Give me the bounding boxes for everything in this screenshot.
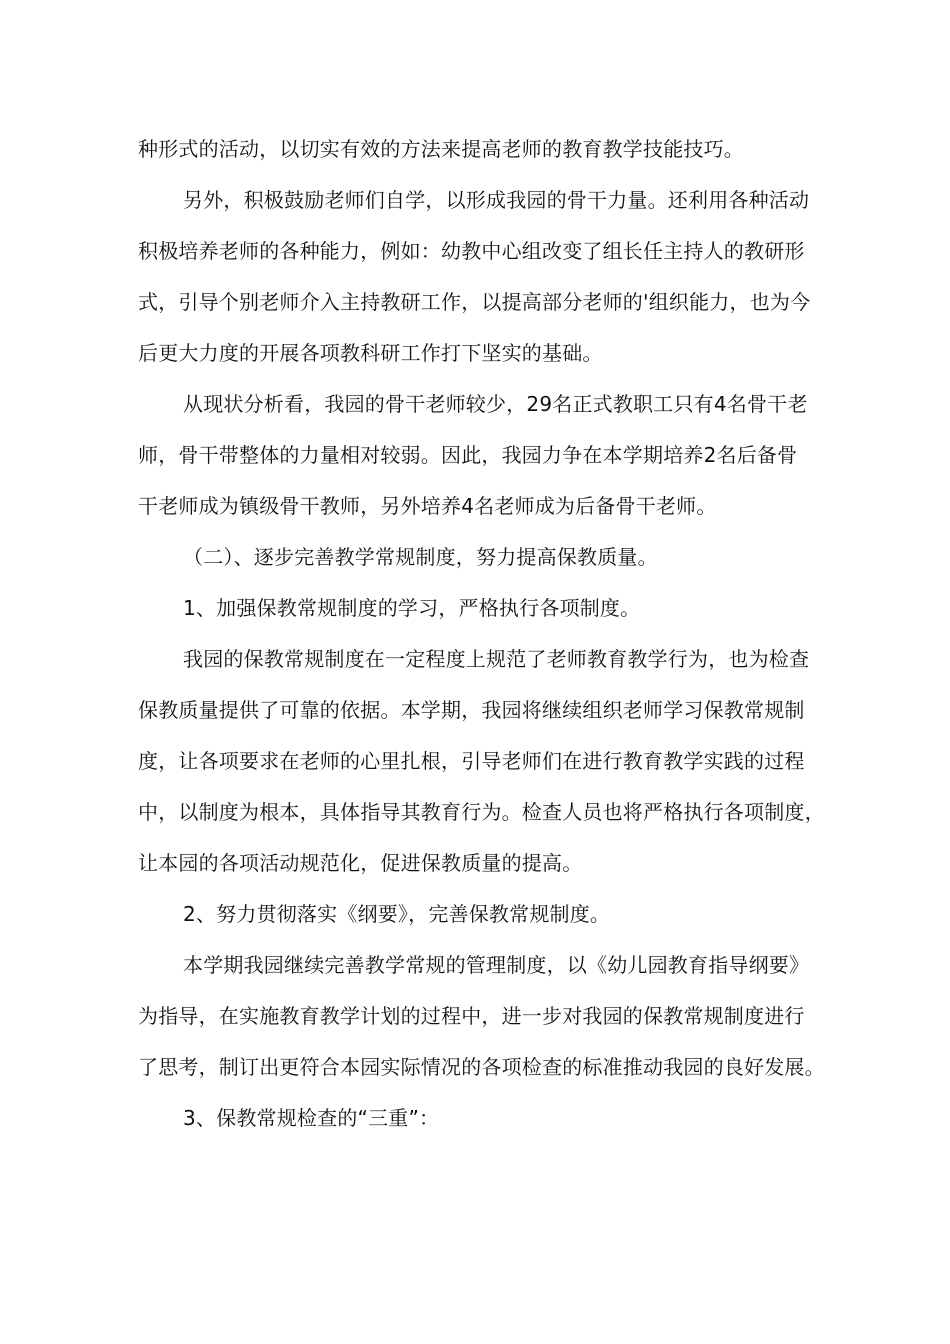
paragraph-line: 师，骨干带整体的力量相对较弱。因此，我园力争在本学期培养2名后备骨	[138, 443, 798, 467]
subsection-heading: 2、努力贯彻落实《纲要》，完善保教常规制度。	[183, 902, 611, 926]
paragraph-line: 保教质量提供了可靠的依据。本学期，我园将继续组织老师学习保教常规制	[138, 698, 805, 722]
paragraph-line: 后更大力度的开展各项教科研工作打下坚实的基础。	[138, 341, 603, 365]
paragraph-line: 从现状分析看，我园的骨干老师较少，29名正式教职工只有4名骨干老	[183, 392, 808, 416]
section-heading: （二）、逐步完善教学常规制度，努力提高保教质量。	[183, 545, 658, 569]
paragraph-line: 本学期我园继续完善教学常规的管理制度，以《幼儿园教育指导纲要》	[183, 953, 810, 977]
paragraph-line: 式，引导个别老师介入主持教研工作，以提高部分老师的'组织能力，也为今	[138, 290, 811, 314]
paragraph-line: 了思考，制订出更符合本园实际情况的各项检查的标准推动我园的良好发展。	[138, 1055, 825, 1079]
paragraph-line: 我园的保教常规制度在一定程度上规范了老师教育教学行为，也为检查	[183, 647, 810, 671]
paragraph-line: 为指导，在实施教育教学计划的过程中，进一步对我园的保教常规制度进行	[138, 1004, 805, 1028]
paragraph-line: 干老师成为镇级骨干教师，另外培养4名老师成为后备骨干老师。	[138, 494, 717, 518]
subsection-heading: 1、加强保教常规制度的学习，严格执行各项制度。	[183, 596, 641, 620]
paragraph-line: 让本园的各项活动规范化，促进保教质量的提高。	[138, 851, 583, 875]
paragraph-line: 积极培养老师的各种能力，例如：幼教中心组改变了组长任主持人的教研形	[138, 239, 805, 263]
subsection-heading: 3、保教常规检查的“三重”：	[183, 1106, 440, 1130]
paragraph-line: 度，让各项要求在老师的心里扎根，引导老师们在进行教育教学实践的过程	[138, 749, 805, 773]
paragraph-line: 种形式的活动，以切实有效的方法来提高老师的教育教学技能技巧。	[138, 137, 744, 161]
paragraph-line: 中，以制度为根本，具体指导其教育行为。检查人员也将严格执行各项制度，	[138, 800, 825, 824]
paragraph-line: 另外，积极鼓励老师们自学，以形成我园的骨干力量。还利用各种活动	[183, 188, 810, 212]
